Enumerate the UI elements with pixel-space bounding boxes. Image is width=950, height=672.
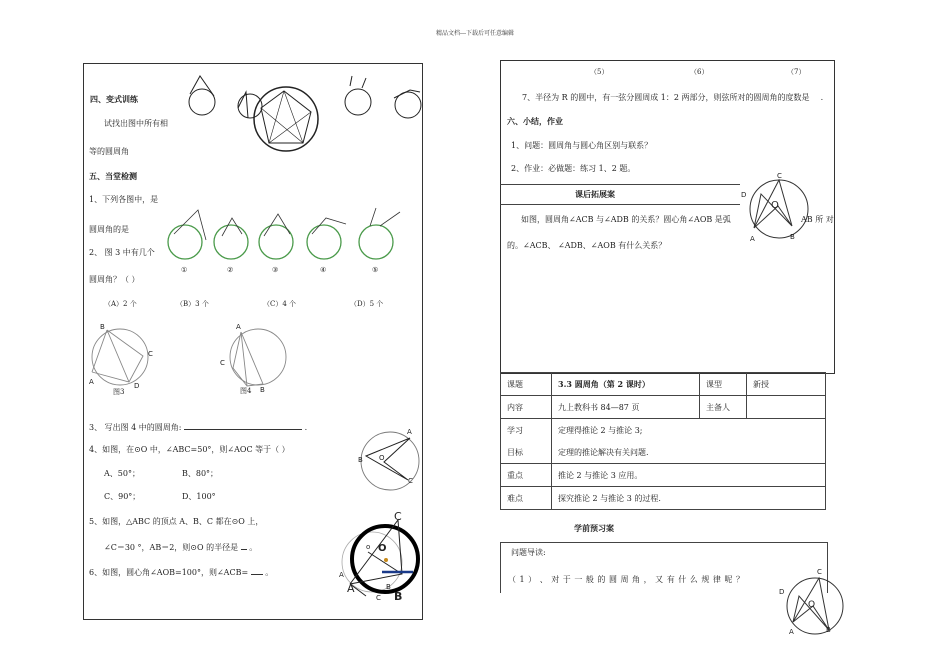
- pre-label-o: O: [808, 600, 816, 610]
- option-b: （B）3 个: [176, 300, 209, 308]
- fig3-caption: 图3: [113, 388, 125, 396]
- table-row: [501, 441, 826, 464]
- option-d: （D）5 个: [350, 300, 384, 308]
- ext-divider: [500, 184, 740, 185]
- q4-label-a: A: [407, 428, 412, 436]
- fig3-label-b: B: [100, 323, 105, 331]
- top-label-5: （5）: [590, 68, 609, 76]
- q4-label-c: C: [408, 477, 413, 485]
- q5-label-o: O: [378, 543, 387, 554]
- q5-blank[interactable]: [241, 541, 247, 550]
- table-cell: 目标: [501, 441, 552, 464]
- header-note: 精品文档---下载后可任意编辑: [435, 30, 515, 37]
- option-a: （A）2 个: [104, 300, 137, 308]
- q5-label: ∠C＝30 °，AB＝2，则⊙O 的半径是: [104, 543, 239, 552]
- ext-title: 课后拓展案: [575, 189, 615, 199]
- table-cell: 探究推论 2 与推论 3 的过程.: [552, 487, 826, 510]
- q3-blank[interactable]: [184, 421, 302, 430]
- q3-label: 3、 写出图 4 中的圆周角:: [89, 423, 182, 432]
- q7-label: 7、半径为 R 的圆中，有一弦分圆周成 1：2 两部分，则弦所对的圆周角的度数是: [522, 93, 810, 102]
- sec4-figures: [180, 72, 430, 162]
- pre-figure: [787, 572, 847, 637]
- q6-end: 。: [265, 568, 274, 577]
- q7-text: [522, 92, 823, 103]
- top-label-6: （6）: [690, 68, 709, 76]
- q4-option-c: C、90°；: [104, 492, 141, 501]
- q1-line1: 1、下列各图中，是: [89, 195, 159, 204]
- q1-line2: 圆周角的是: [89, 225, 129, 234]
- section-6-title: 六、小结，作业: [507, 116, 563, 126]
- table-cell: 新授: [747, 373, 826, 396]
- lesson-plan-table: [500, 372, 826, 510]
- q4-label-b: B: [358, 456, 363, 464]
- circle-label-5: ⑤: [372, 266, 379, 274]
- table-row: [501, 464, 826, 487]
- q5-label-a: A: [347, 582, 355, 595]
- q4-label-o: O: [379, 454, 385, 462]
- table-row: [501, 487, 826, 510]
- q4-option-d: D、100°: [182, 492, 216, 501]
- fig3-label-c: C: [148, 350, 153, 358]
- ext-label-c: C: [777, 172, 782, 180]
- section-4-title: 四、变式训练: [90, 94, 138, 104]
- table-cell: 重点: [501, 464, 552, 487]
- table-cell: 内容: [501, 396, 552, 419]
- q2-line2: 圆周角？（ ）: [89, 275, 140, 284]
- ext-label-d: D: [741, 191, 747, 199]
- ext-question-line2: 的。∠ACB、 ∠ADB、∠AOB 有什么关系？: [507, 241, 667, 250]
- q5-label-c: C: [394, 510, 402, 523]
- q6-blank[interactable]: [251, 566, 263, 575]
- q5-label-small-o: o: [366, 543, 371, 551]
- table-cell: 3.3 圆周角（第 2 课时）: [552, 373, 700, 396]
- table-cell: 定理得推论 2 与推论 3;: [552, 419, 826, 442]
- option-c: （C）4 个: [263, 300, 297, 308]
- q3-end: .: [304, 423, 308, 432]
- ext-divider-2: [500, 204, 740, 205]
- ext-label-o: O: [771, 200, 779, 211]
- q7-end: .: [820, 93, 824, 102]
- table-row: [501, 419, 826, 442]
- pre-label-a: A: [789, 628, 794, 636]
- table-cell: 定理的推论解决有关问题.: [552, 441, 826, 464]
- q4-option-b: B、80°；: [182, 469, 219, 478]
- q4-figure: [358, 428, 428, 498]
- pre-study-title: 学前预习案: [574, 523, 614, 533]
- q6-label: 6、如图，圆心角∠AOB=100°，则∠ACB=: [89, 568, 251, 577]
- pre-label-c: C: [817, 568, 822, 576]
- q6-label-small-b: B: [386, 583, 391, 591]
- table-cell: [747, 396, 826, 419]
- ext-question-line1-end: AB 所 对: [801, 215, 834, 224]
- table-cell: 课型: [700, 373, 747, 396]
- fig3-label-a: A: [89, 378, 94, 386]
- pre-question-title: 问题导读:: [511, 548, 546, 557]
- pre-label-b: B: [826, 626, 831, 634]
- table-cell: 课题: [501, 373, 552, 396]
- q5-line1: 5、如图，△ABC 的顶点 A、B、C 都在⊙O 上，: [89, 517, 264, 526]
- ext-label-b: B: [790, 233, 795, 241]
- table-cell: 九上教科书 84—87 页: [552, 396, 700, 419]
- circle-label-4: ④: [320, 266, 327, 274]
- sec4-question-line1: 试找出图中所有相: [104, 119, 168, 128]
- pre-study-box: [500, 542, 828, 593]
- fig4-caption: 图4: [240, 387, 252, 395]
- ext-question-line1: 如图，圆周角∠ACB 与∠ADB 的关系？圆心角∠AOB 是弧: [521, 215, 731, 224]
- table-row: [501, 373, 826, 396]
- q5-end: 。: [249, 543, 258, 552]
- q2-line1: 2、 图 3 中有几个: [89, 248, 155, 257]
- fig4-label-b: B: [260, 386, 265, 394]
- sec4-question-line2: 等的圆周角: [89, 147, 129, 156]
- circle-label-2: ②: [227, 266, 234, 274]
- q5-label-b: B: [394, 590, 403, 603]
- fig4-label-a: A: [236, 323, 241, 331]
- table-row: [501, 396, 826, 419]
- pre-label-d: D: [779, 588, 785, 596]
- q6-text: [89, 566, 273, 578]
- q5-line2: [104, 541, 257, 553]
- q6-label-small-a: A: [339, 571, 344, 579]
- green-circles-figure: [160, 204, 400, 274]
- circle-label-3: ③: [272, 266, 279, 274]
- top-label-7: （7）: [787, 68, 806, 76]
- table-cell: 推论 2 与推论 3 应用。: [552, 464, 826, 487]
- ext-figure: [746, 176, 816, 246]
- table-cell: 学习: [501, 419, 552, 442]
- fig4-label-c: C: [220, 359, 225, 367]
- ext-label-a: A: [750, 235, 755, 243]
- q4-option-a: A、50°；: [104, 469, 140, 478]
- pre-question-1: （ 1 ） 、 对 于 一 般 的 圆 周 角 ， 又 有 什 么 规 律 呢 ？: [508, 575, 745, 584]
- section-5-title: 五、当堂检测: [89, 171, 137, 181]
- circle-label-1: ①: [181, 266, 188, 274]
- table-cell: 难点: [501, 487, 552, 510]
- summary-question: 1、问题：圆周角与圆心角区别与联系？: [511, 141, 653, 150]
- homework: 2、作业：必做题：练习 1、2 题。: [511, 164, 636, 173]
- q4-text: 4、如图，在⊙O 中，∠ABC=50°，则∠AOC 等于（ ）: [89, 445, 290, 454]
- table-cell: 主备人: [700, 396, 747, 419]
- q6-label-small-c: C: [376, 594, 381, 602]
- q3-text: [89, 421, 307, 433]
- fig3-label-d: D: [134, 382, 140, 390]
